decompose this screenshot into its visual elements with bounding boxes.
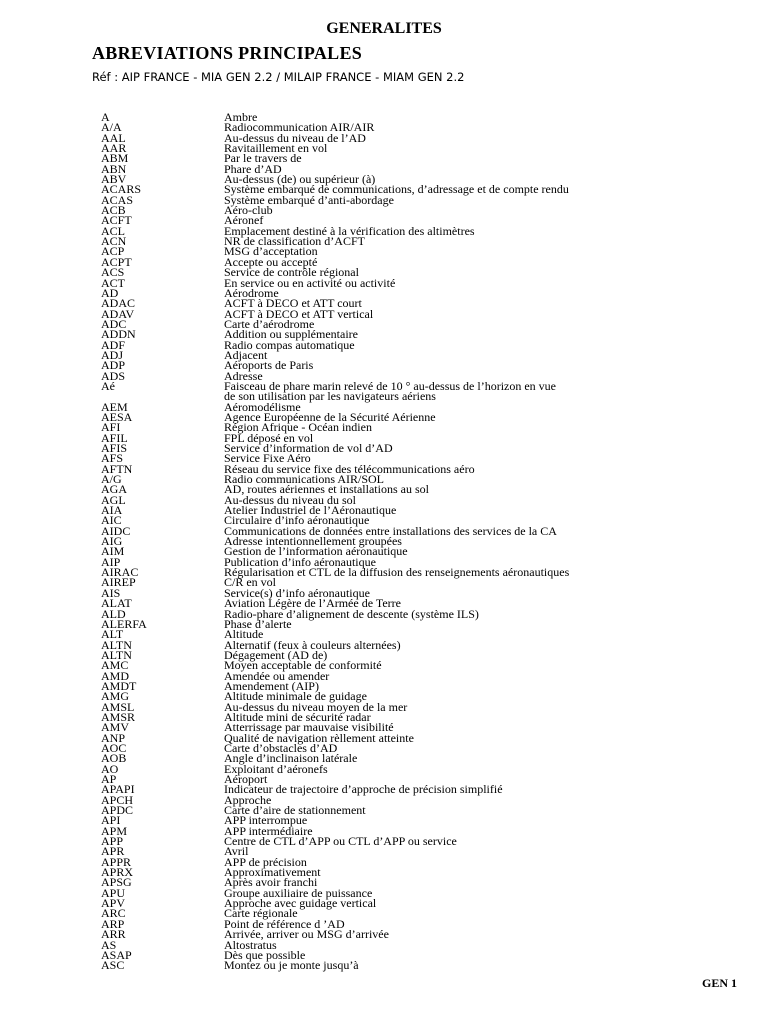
- abbreviation-code: ACARS: [101, 182, 142, 197]
- abbreviation-code: APAPI: [101, 782, 135, 797]
- abbreviation-code: AOC: [101, 740, 127, 755]
- abbreviation-meaning: Carte régionale: [224, 906, 298, 921]
- abbreviation-meaning: Approche: [224, 792, 272, 807]
- abbreviation-meaning: Angle d’inclinaison latérale: [224, 751, 358, 766]
- abbreviation-code: APSG: [101, 875, 132, 890]
- abbreviation-row: [101, 327, 741, 342]
- abbreviation-row: [101, 120, 741, 135]
- abbreviation-meaning: Carte d’aire de stationnement: [224, 803, 366, 818]
- abbreviation-row: [101, 854, 741, 869]
- abbreviation-code: A/G: [101, 472, 122, 487]
- abbreviation-row: [101, 958, 741, 973]
- abbreviation-code: AMV: [101, 720, 130, 735]
- abbreviation-meaning: APP interrompue: [224, 813, 308, 828]
- abbreviation-meaning: Avril: [224, 844, 249, 859]
- abbreviation-meaning: Agence Européenne de la Sécurité Aérienne: [224, 409, 436, 424]
- abbreviation-meaning: Addition ou supplémentaire: [224, 327, 358, 342]
- abbreviation-meaning: Carte d’obstacles d’AD: [224, 740, 338, 755]
- abbreviation-meaning: Par le travers de: [224, 151, 302, 166]
- abbreviation-row: [101, 130, 741, 145]
- abbreviation-row: [101, 141, 741, 156]
- abbreviation-code: AMG: [101, 689, 130, 704]
- abbreviation-meaning: Au-dessus du niveau du sol: [224, 492, 356, 507]
- abbreviation-code: AIS: [101, 585, 121, 600]
- abbreviation-code: AFI: [101, 420, 121, 435]
- abbreviation-meaning: Publication d’info aéronautique: [224, 554, 376, 569]
- abbreviation-code: ARC: [101, 906, 126, 921]
- abbreviation-row: [101, 606, 741, 621]
- abbreviation-row: [101, 689, 741, 704]
- abbreviation-meaning: Région Afrique - Océan indien: [224, 420, 372, 435]
- abbreviation-code: AGA: [101, 482, 127, 497]
- abbreviation-meaning: ACFT à DECO et ATT vertical: [224, 306, 374, 321]
- abbreviation-meaning: Service d’information de vol d’AD: [224, 441, 393, 455]
- abbreviation-code: ADDN: [101, 327, 136, 342]
- abbreviation-row: [101, 430, 741, 445]
- abbreviation-meaning: Adjacent: [224, 347, 268, 362]
- abbreviation-row: [101, 834, 741, 849]
- abbreviation-meaning: Circulaire d’info aéronautique: [224, 513, 370, 528]
- abbreviation-code: A: [101, 110, 110, 124]
- abbreviation-meaning: Aéroports de Paris: [224, 358, 314, 373]
- abbreviation-code: ADS: [101, 368, 126, 383]
- abbreviation-meaning: Aéroport: [224, 772, 268, 786]
- abbreviation-row: [101, 720, 741, 735]
- abbreviation-row: [101, 420, 741, 435]
- abbreviation-meaning: Alternatif (feux à couleurs alternées): [224, 637, 401, 652]
- abbreviation-row: [101, 389, 741, 404]
- abbreviation-row: [101, 616, 741, 631]
- abbreviation-row: [101, 761, 741, 776]
- abbreviation-code: AOB: [101, 751, 127, 766]
- abbreviation-meaning: Arrivée, arriver ou MSG d’arrivée: [224, 927, 389, 942]
- abbreviation-code: ACB: [101, 203, 126, 218]
- abbreviation-row: [101, 182, 741, 197]
- abbreviation-code: ARR: [101, 927, 126, 942]
- abbreviation-row: [101, 896, 741, 911]
- abbreviation-row: [101, 223, 741, 238]
- abbreviation-meaning: Emplacement destiné à la vérification des altimètres: [224, 223, 475, 238]
- abbreviation-code: AIREP: [101, 575, 136, 590]
- abbreviation-code: AAL: [101, 130, 126, 145]
- abbreviation-code: ABM: [101, 151, 129, 166]
- abbreviation-code: ASAP: [101, 947, 132, 962]
- abbreviation-code: AIP: [101, 554, 121, 569]
- abbreviation-code: AFIL: [101, 430, 128, 445]
- abbreviation-meaning: APP de précision: [224, 854, 307, 869]
- abbreviation-meaning: AD, routes aériennes et installations au sol: [224, 482, 429, 497]
- abbreviation-code: AESA: [101, 409, 133, 424]
- abbreviation-row: [101, 865, 741, 880]
- abbreviation-meaning: Réseau du service fixe des télécommunications aéro: [224, 461, 475, 476]
- abbreviation-meaning: Après avoir franchi: [224, 875, 318, 890]
- abbreviation-code: AFIS: [101, 441, 128, 455]
- abbreviation-code: APM: [101, 823, 128, 838]
- abbreviation-row: [101, 192, 741, 207]
- abbreviation-code: AMSR: [101, 709, 136, 724]
- abbreviation-meaning: Amendement (AIP): [224, 678, 319, 693]
- abbreviation-row: [101, 585, 741, 600]
- abbreviation-meaning: Phase d’alerte: [224, 616, 292, 631]
- abbreviation-meaning: Montez ou je monte jusqu’à: [224, 958, 359, 973]
- abbreviation-meaning: Approximativement: [224, 865, 321, 880]
- abbreviation-meaning: NR de classification d’ACFT: [224, 234, 365, 249]
- abbreviation-row: [101, 112, 741, 122]
- abbreviation-meaning: Amendée ou amender: [224, 668, 330, 683]
- abbreviation-code: AMC: [101, 658, 129, 673]
- abbreviation-code: ADJ: [101, 347, 124, 362]
- page-title: GENERALITES: [326, 20, 442, 37]
- abbreviation-row: [101, 885, 741, 900]
- abbreviation-row: [101, 244, 741, 259]
- abbreviation-row: [101, 637, 741, 652]
- abbreviation-code: AIG: [101, 534, 123, 549]
- abbreviation-meaning: C/R en vol: [224, 575, 277, 590]
- abbreviation-code: AMDT: [101, 678, 137, 693]
- abbreviation-meaning: Altostratus: [224, 937, 277, 952]
- abbreviation-row: [101, 544, 741, 559]
- abbreviation-meaning: Aéromodélisme: [224, 399, 301, 414]
- abbreviation-meaning: Moyen acceptable de conformité: [224, 658, 382, 673]
- abbreviation-meaning: Système embarqué de communications, d’adressage et de compte rendu: [224, 182, 569, 197]
- abbreviation-meaning: Aéronef: [224, 213, 264, 228]
- abbreviation-row: [101, 782, 741, 797]
- abbreviation-meaning: Dégagement (AD de): [224, 647, 328, 662]
- abbreviation-meaning: Altitude mini de sécurité radar: [224, 709, 371, 724]
- abbreviation-row: [101, 306, 741, 321]
- abbreviation-meaning: Radio communications AIR/SOL: [224, 472, 384, 487]
- abbreviation-row: [101, 916, 741, 931]
- abbreviation-code: AAR: [101, 141, 127, 156]
- abbreviation-meaning: Atterrissage par mauvaise visibilité: [224, 720, 394, 735]
- abbreviation-meaning: Point de référence d ’AD: [224, 916, 345, 931]
- abbreviation-meaning: Atelier Industriel de l’Aéronautique: [224, 503, 397, 518]
- abbreviation-code: APU: [101, 885, 126, 900]
- abbreviation-meaning: Système embarqué d’anti-abordage: [224, 192, 394, 207]
- abbreviation-row: [101, 709, 741, 724]
- abbreviation-code: ALAT: [101, 596, 132, 611]
- abbreviation-meaning: Altitude minimale de guidage: [224, 689, 367, 704]
- abbreviation-meaning: Ambre: [224, 110, 258, 124]
- abbreviation-code: ARP: [101, 916, 125, 931]
- abbreviation-row: [101, 285, 741, 300]
- abbreviation-code: ACPT: [101, 254, 132, 269]
- abbreviation-code: APRX: [101, 865, 134, 880]
- abbreviation-code: ADP: [101, 358, 126, 373]
- abbreviation-code: ALTN: [101, 637, 132, 652]
- abbreviation-code: ADAV: [101, 306, 135, 321]
- abbreviation-code: APR: [101, 844, 125, 859]
- abbreviation-meaning: Service(s) d’info aéronautique: [224, 585, 370, 600]
- abbreviation-code: AMD: [101, 668, 130, 683]
- abbreviation-code: AS: [101, 937, 117, 952]
- abbreviation-meaning: Qualité de navigation rèllement atteinte: [224, 730, 414, 745]
- abbreviation-meaning: Radiocommunication AIR/AIR: [224, 120, 375, 135]
- abbreviation-row: [101, 534, 741, 549]
- abbreviation-code: AIM: [101, 544, 125, 559]
- abbreviation-code: ACS: [101, 265, 125, 280]
- abbreviation-code: ACAS: [101, 192, 134, 207]
- abbreviation-code: APCH: [101, 792, 134, 807]
- abbreviation-list: [101, 112, 741, 971]
- reference-line: Réf : AIP FRANCE - MIA GEN 2.2 / MILAIP FRANCE - MIAM GEN 2.2: [92, 70, 465, 84]
- abbreviation-meaning: Indicateur de trajectoire d’approche de précision simplifié: [224, 782, 503, 797]
- abbreviation-code: AD: [101, 285, 119, 300]
- abbreviation-row: [101, 203, 741, 218]
- abbreviation-row: [101, 647, 741, 662]
- abbreviation-row: [101, 151, 741, 166]
- abbreviation-row: [101, 409, 741, 424]
- abbreviation-row: [101, 792, 741, 807]
- abbreviation-row: [101, 492, 741, 507]
- abbreviation-code: ALT: [101, 627, 124, 642]
- abbreviation-meaning: Centre de CTL d’APP ou CTL d’APP ou service: [224, 834, 457, 849]
- abbreviation-row: [101, 875, 741, 890]
- abbreviation-row: [101, 234, 741, 249]
- abbreviation-row: [101, 678, 741, 693]
- abbreviation-code: AGL: [101, 492, 126, 507]
- abbreviation-meaning: Approche avec guidage vertical: [224, 896, 377, 911]
- abbreviation-row: [101, 296, 741, 311]
- abbreviation-row: [101, 443, 741, 453]
- abbreviation-meaning: Service Fixe Aéro: [224, 451, 311, 466]
- abbreviation-meaning: Gestion de l’information aéronautique: [224, 544, 408, 559]
- abbreviation-code: APPR: [101, 854, 132, 869]
- abbreviation-meaning: Exploitant d’aéronefs: [224, 761, 328, 776]
- abbreviation-code: ADC: [101, 316, 127, 331]
- abbreviation-code: ACP: [101, 244, 125, 259]
- abbreviation-code: AIRAC: [101, 565, 139, 580]
- abbreviation-meaning: Aéro-club: [224, 203, 273, 218]
- abbreviation-meaning: En service ou en activité ou activité: [224, 275, 396, 290]
- abbreviation-row: [101, 482, 741, 497]
- abbreviation-code: ABN: [101, 161, 127, 176]
- abbreviation-meaning: Adresse: [224, 368, 263, 383]
- page-label: GEN 1: [701, 976, 737, 990]
- abbreviation-meaning: Aérodrome: [224, 285, 279, 300]
- abbreviation-code: APP: [101, 834, 124, 849]
- abbreviation-row: [101, 254, 741, 269]
- abbreviation-meaning: Radio-phare d’alignement de descente (système ILS): [224, 606, 479, 621]
- abbreviation-code: ADF: [101, 337, 126, 352]
- abbreviation-code: ANP: [101, 730, 126, 745]
- abbreviation-meaning: Au-dessus du niveau de l’AD: [224, 130, 366, 145]
- abbreviation-row: [101, 937, 741, 952]
- abbreviation-code: ADAC: [101, 296, 136, 311]
- abbreviation-code: AFTN: [101, 461, 133, 476]
- abbreviation-code: A/A: [101, 120, 122, 135]
- abbreviation-meaning: Communications de données entre installations des services de la CA: [224, 523, 557, 538]
- abbreviation-row: [101, 265, 741, 280]
- abbreviation-code: ALTN: [101, 647, 132, 662]
- abbreviation-code: ACL: [101, 223, 125, 238]
- abbreviation-row: [101, 699, 741, 714]
- abbreviation-meaning: MSG d’acceptation: [224, 244, 318, 259]
- abbreviation-meaning: ACFT à DECO et ATT court: [224, 296, 362, 311]
- abbreviation-row: [101, 844, 741, 859]
- abbreviation-code: AIC: [101, 513, 122, 528]
- abbreviation-code: Aé: [101, 378, 115, 393]
- abbreviation-row: [101, 161, 741, 176]
- abbreviation-meaning: Au-dessus du niveau moyen de la mer: [224, 699, 408, 714]
- abbreviation-row: [101, 947, 741, 962]
- abbreviation-code: APV: [101, 896, 126, 911]
- abbreviation-meaning: Au-dessus (de) ou supérieur (à): [224, 172, 376, 187]
- abbreviation-row: [101, 730, 741, 745]
- abbreviation-meaning: Service de contrôle régional: [224, 265, 359, 280]
- abbreviation-code: APDC: [101, 803, 134, 818]
- abbreviation-meaning: Phare d’AD: [224, 161, 282, 176]
- abbreviation-code: ACN: [101, 234, 127, 249]
- abbreviation-row: [101, 575, 741, 590]
- abbreviation-code: ACFT: [101, 213, 132, 228]
- abbreviation-row: [101, 803, 741, 818]
- section-title: ABREVIATIONS PRINCIPALES: [92, 43, 363, 63]
- abbreviation-row: [101, 523, 741, 538]
- abbreviation-code: ASC: [101, 958, 125, 973]
- abbreviation-row: [101, 658, 741, 673]
- abbreviation-code: AIDC: [101, 523, 131, 538]
- abbreviation-code: AEM: [101, 399, 128, 414]
- abbreviation-meaning: FPL déposé en vol: [224, 430, 314, 445]
- abbreviation-row: [101, 813, 741, 828]
- abbreviation-meaning: Radio compas automatique: [224, 337, 355, 352]
- abbreviation-code: ALD: [101, 606, 126, 621]
- abbreviation-meaning: Aviation Légère de l’Armée de Terre: [224, 596, 401, 611]
- abbreviation-meaning: de son utilisation par les navigateurs aériens: [224, 389, 436, 404]
- abbreviation-row: [101, 565, 741, 580]
- abbreviation-code: ACT: [101, 275, 125, 290]
- abbreviation-meaning: Carte d’aérodrome: [224, 316, 315, 331]
- abbreviation-row: [101, 751, 741, 766]
- abbreviation-code: AO: [101, 761, 119, 776]
- abbreviation-row: [101, 316, 741, 331]
- abbreviation-meaning: Faisceau de phare marin relevé de 10 ° au-dessus de l’horizon en vue: [224, 378, 557, 393]
- abbreviation-row: [101, 906, 741, 921]
- abbreviation-row: [101, 668, 741, 683]
- abbreviation-meaning: Groupe auxiliaire de puissance: [224, 885, 373, 900]
- abbreviation-row: [101, 740, 741, 755]
- abbreviation-meaning: Régularisation et CTL de la diffusion des renseignements aéronautiques: [224, 565, 570, 580]
- abbreviation-row: [101, 461, 741, 476]
- abbreviation-meaning: Ravitaillement en vol: [224, 141, 328, 156]
- abbreviation-meaning: Altitude: [224, 627, 264, 642]
- abbreviation-code: ALERFA: [101, 616, 147, 631]
- abbreviation-code: AIA: [101, 503, 123, 518]
- abbreviation-row: [101, 358, 741, 373]
- abbreviation-meaning: Adresse intentionnellement groupées: [224, 534, 402, 549]
- abbreviation-code: AP: [101, 772, 117, 786]
- abbreviation-row: [101, 347, 741, 362]
- abbreviation-row: [101, 627, 741, 642]
- abbreviation-code: AFS: [101, 451, 124, 466]
- abbreviation-row: [101, 503, 741, 518]
- abbreviation-meaning: Dès que possible: [224, 947, 306, 962]
- abbreviation-row: [101, 337, 741, 352]
- abbreviation-row: [101, 927, 741, 942]
- abbreviation-meaning: APP intermédiaire: [224, 823, 313, 838]
- abbreviation-code: API: [101, 813, 121, 828]
- abbreviation-row: [101, 275, 741, 290]
- abbreviation-code: AMSL: [101, 699, 135, 714]
- abbreviation-code: ABV: [101, 172, 127, 187]
- abbreviation-meaning: Accepte ou accepté: [224, 254, 318, 269]
